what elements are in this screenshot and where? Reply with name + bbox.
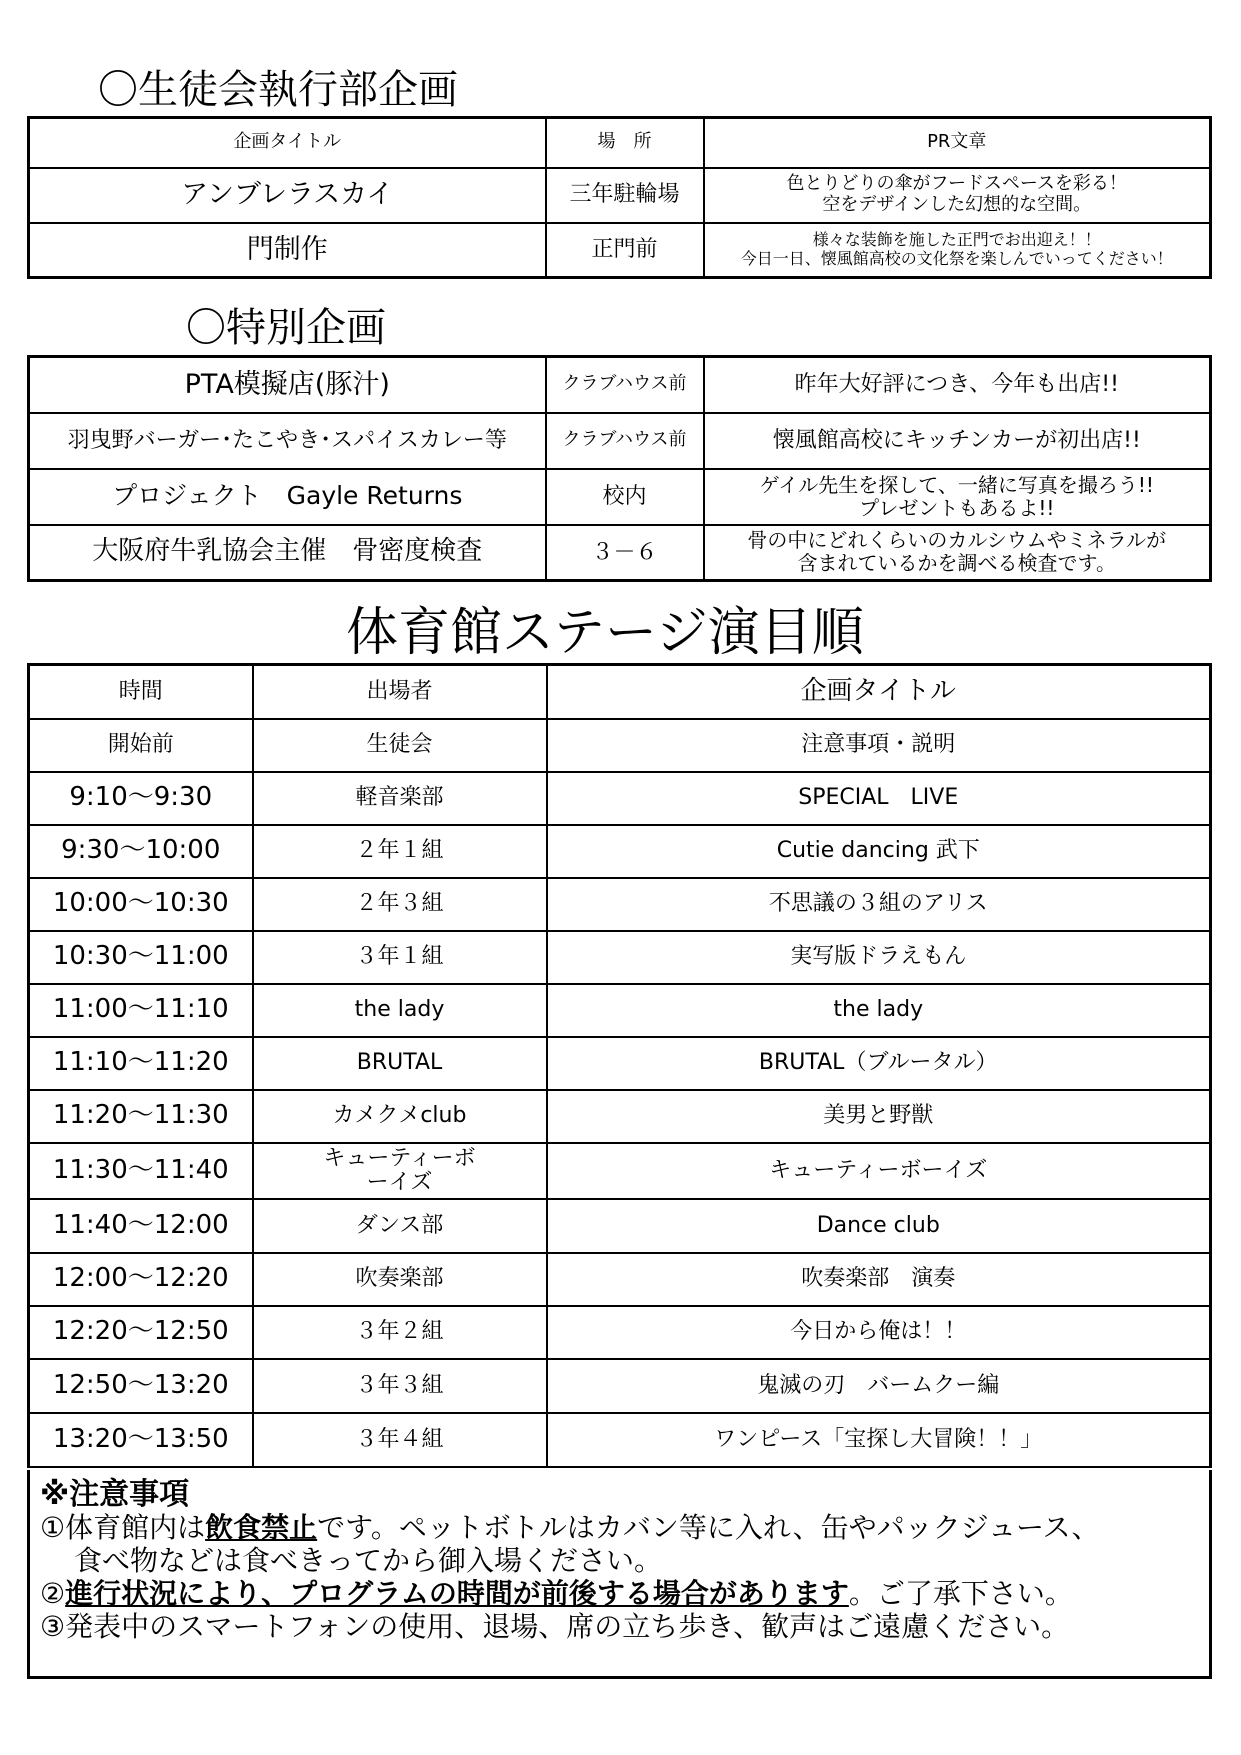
table-row	[29, 1199, 1211, 1253]
title: 不思議の３組のアリス	[547, 878, 1211, 931]
time: 10:30～11:00	[29, 931, 253, 984]
exec-table	[27, 116, 1212, 279]
table-row	[29, 1143, 1211, 1199]
note-2-number: ②	[40, 1577, 66, 1610]
special-heading: 〇特別企画	[186, 305, 386, 351]
project-title: 門制作	[29, 223, 546, 278]
title: SPECIAL LIVE	[547, 772, 1211, 825]
table-row	[29, 1359, 1211, 1413]
note-1-emphasis: 飲食禁止	[205, 1511, 318, 1544]
table-row	[29, 772, 1211, 825]
title: 今日から俺は！！	[547, 1306, 1211, 1359]
time: 11:20～11:30	[29, 1090, 253, 1143]
table-header-row	[29, 665, 1211, 719]
project-pr	[704, 525, 1211, 581]
project-pr	[704, 168, 1211, 223]
title: 鬼滅の刃 バームクー編	[547, 1359, 1211, 1413]
time: 9:30～10:00	[29, 825, 253, 878]
table-row	[29, 413, 1211, 469]
project-pr	[704, 357, 1211, 413]
title: 吹奏楽部 演奏	[547, 1253, 1211, 1306]
pr-line-2: 含まれているかを調べる検査です。	[797, 551, 1116, 576]
project-title: 羽曳野バーガー･たこやき･スパイスカレー等	[29, 413, 546, 469]
special-table	[27, 355, 1212, 582]
table-row	[29, 1090, 1211, 1143]
performer: 軽音楽部	[253, 772, 547, 825]
project-pr	[704, 469, 1211, 525]
project-place: 正門前	[546, 223, 704, 278]
table-row	[29, 469, 1211, 525]
time: 11:40～12:00	[29, 1199, 253, 1253]
title: キューティーボーイズ	[547, 1143, 1211, 1199]
notes-title: ※注意事項	[40, 1477, 190, 1512]
title: ワンピース「宝探し大冒険！！」	[547, 1413, 1211, 1467]
col-header-title: 企画タイトル	[29, 118, 546, 168]
project-title: 大阪府牛乳協会主催 骨密度検査	[29, 525, 546, 581]
project-pr	[704, 413, 1211, 469]
note-1-text-cont: です。ペットボトルはカバン等に入れ、缶やパックジュース、	[317, 1511, 1100, 1544]
title: the lady	[547, 984, 1211, 1037]
col-header-title: 企画タイトル	[547, 665, 1211, 719]
performer: ２年１組	[253, 825, 547, 878]
pr-line-2: 今日一日、懐風館高校の文化祭を楽しんでいってください！	[740, 248, 1173, 268]
note-2-text: 。ご了承下さい。	[848, 1577, 1073, 1610]
time: 12:00～12:20	[29, 1253, 253, 1306]
col-header-performer: 出場者	[253, 665, 547, 719]
project-place: ３－６	[546, 525, 704, 581]
note-2	[40, 1577, 1199, 1610]
project-place: 三年駐輪場	[546, 168, 704, 223]
table-row	[29, 525, 1211, 581]
time: 開始前	[29, 719, 253, 772]
table-row	[29, 1413, 1211, 1467]
performer: カメクメclub	[253, 1090, 547, 1143]
performer: BRUTAL	[253, 1037, 547, 1090]
pr-line-1: 色とりどりの傘がフードスペースを彩る！	[786, 173, 1127, 195]
pr-line-1: 昨年大好評につき、今年も出店!!	[794, 372, 1119, 398]
note-1	[40, 1511, 1199, 1544]
project-title: アンブレラスカイ	[29, 168, 546, 223]
time: 12:50～13:20	[29, 1359, 253, 1413]
project-place: クラブハウス前	[546, 357, 704, 413]
notes-box	[27, 1470, 1212, 1679]
table-row	[29, 223, 1211, 278]
performer: the lady	[253, 984, 547, 1037]
table-header-row	[29, 118, 1211, 168]
note-3: ③発表中のスマートフォンの使用、退場、席の立ち歩き、歓声はご遠慮ください。	[40, 1610, 1070, 1643]
performer: 生徒会	[253, 719, 547, 772]
performer: ３年２組	[253, 1306, 547, 1359]
time: 12:20～12:50	[29, 1306, 253, 1359]
project-title: プロジェクト Gayle Returns	[29, 469, 546, 525]
performer: 吹奏楽部	[253, 1253, 547, 1306]
table-row	[29, 1253, 1211, 1306]
table-row	[29, 984, 1211, 1037]
table-row	[29, 168, 1211, 223]
table-row	[29, 1306, 1211, 1359]
title: BRUTAL（ブルータル）	[547, 1037, 1211, 1090]
project-place: クラブハウス前	[546, 413, 704, 469]
pr-line-2: 空をデザインした幻想的な空間。	[822, 194, 1092, 215]
time: 13:20～13:50	[29, 1413, 253, 1467]
time: 9:10～9:30	[29, 772, 253, 825]
performer: ２年３組	[253, 878, 547, 931]
table-row	[29, 825, 1211, 878]
stage-table	[27, 663, 1212, 1468]
pr-line-1: 様々な装飾を施した正門でお出迎え！！	[812, 230, 1101, 250]
time: 11:30～11:40	[29, 1143, 253, 1199]
project-pr	[704, 223, 1211, 278]
title: Cutie dancing 武下	[547, 825, 1211, 878]
table-row	[29, 357, 1211, 413]
col-header-pr: PR文章	[704, 118, 1211, 168]
pr-line-1: ゲイル先生を探して、一緒に写真を撮ろう!!	[759, 472, 1154, 497]
performer: キューティーボーイズ	[253, 1143, 547, 1199]
col-header-place: 場 所	[546, 118, 704, 168]
title: 実写版ドラえもん	[547, 931, 1211, 984]
project-title: PTA模擬店(豚汁)	[29, 357, 546, 413]
title: 注意事項・説明	[547, 719, 1211, 772]
exec-heading: 〇生徒会執行部企画	[98, 67, 458, 113]
pr-line-2: プレゼントもあるよ!!	[859, 495, 1055, 520]
time: 11:10～11:20	[29, 1037, 253, 1090]
performer: ３年３組	[253, 1359, 547, 1413]
performer: ３年１組	[253, 931, 547, 984]
performer: ３年４組	[253, 1413, 547, 1467]
pr-line-1: 懐風館高校にキッチンカーが初出店!!	[772, 427, 1141, 453]
col-header-time: 時間	[29, 665, 253, 719]
table-row	[29, 878, 1211, 931]
performer: ダンス部	[253, 1199, 547, 1253]
note-1-line-2: 食べ物などは食べきってから御入場ください。	[74, 1544, 663, 1577]
stage-heading: 体育館ステージ演目順	[346, 603, 864, 663]
note-1-text: ①体育館内は	[40, 1511, 206, 1544]
time: 10:00～10:30	[29, 878, 253, 931]
time: 11:00～11:10	[29, 984, 253, 1037]
title: 美男と野獣	[547, 1090, 1211, 1143]
table-row	[29, 1037, 1211, 1090]
title: Dance club	[547, 1199, 1211, 1253]
table-row	[29, 719, 1211, 772]
table-row	[29, 931, 1211, 984]
note-2-emphasis: 進行状況により、プログラムの時間が前後する場合があります	[65, 1577, 849, 1610]
project-place: 校内	[546, 469, 704, 525]
pr-line-1: 骨の中にどれくらいのカルシウムやミネラルが	[747, 528, 1167, 553]
